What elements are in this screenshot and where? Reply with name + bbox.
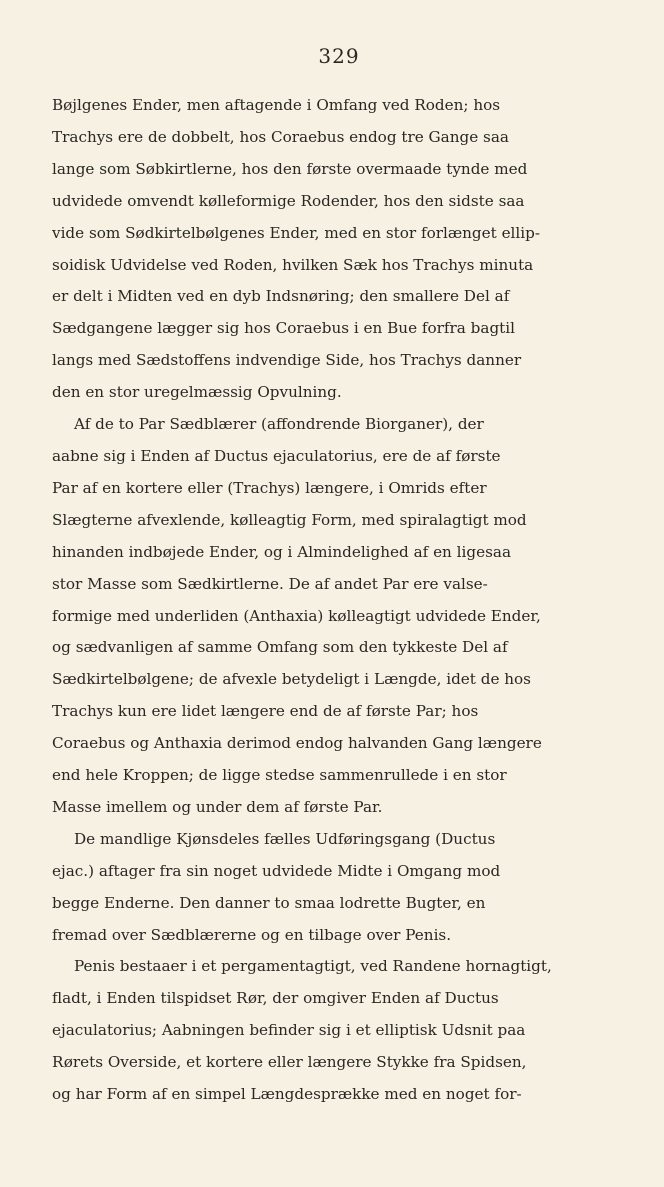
- text-line: lange som Søbkirtlerne, hos den første overmaade tynde med: [52, 159, 528, 178]
- paragraph: [52, 951, 626, 1111]
- page-number: 329: [318, 44, 360, 68]
- text-line: den en stor uregelmæssig Opvulning.: [52, 383, 342, 402]
- text-line: Af de to Par Sædblærer (affondrende Biorganer), der: [74, 415, 484, 434]
- text-line: ejac.) aftager fra sin noget udvidede Midte i Omgang mod: [52, 861, 501, 880]
- text-line: er delt i Midten ved en dyb Indsnøring; den smallere Del af: [52, 287, 510, 306]
- text-line: Trachys ere de dobbelt, hos Coraebus endog tre Gange saa: [52, 127, 509, 146]
- text-line: fladt, i Enden tilspidset Rør, der omgiver Enden af Ductus: [52, 989, 499, 1008]
- text-line: Par af en kortere eller (Trachys) længere, i Omrids efter: [52, 478, 487, 497]
- text-line: stor Masse som Sædkirtlerne. De af andet Par ere valse-: [52, 574, 488, 593]
- text-line: udvidede omvendt kølleformige Rodender, hos den sidste saa: [52, 191, 525, 210]
- text-line: end hele Kroppen; de ligge stedse sammenrullede i en stor: [52, 766, 507, 785]
- text-line: fremad over Sædblærerne og en tilbage over Penis.: [52, 925, 452, 944]
- text-line: vide som Sødkirtelbølgenes Ender, med en stor forlænget ellip-: [52, 223, 540, 242]
- paragraph: [52, 409, 626, 824]
- text-line: ejaculatorius; Aabningen befinder sig i et elliptisk Udsnit paa: [52, 1021, 526, 1040]
- text-line: Bøjlgenes Ender, men aftagende i Omfang ved Roden; hos: [52, 96, 501, 114]
- text-line: Penis bestaaer i et pergamentagtigt, ved Randene hornagtigt,: [74, 957, 552, 976]
- text-line: aabne sig i Enden af Ductus ejaculatorius, ere de af første: [52, 446, 501, 465]
- text-line: Sædgangene lægger sig hos Coraebus i en Bue forfra bagtil: [52, 319, 516, 338]
- text-line: Masse imellem og under dem af første Par.: [52, 797, 383, 816]
- text-line: og har Form af en simpel Længdesprække med en noget for-: [52, 1085, 522, 1104]
- text-line: og sædvanligen af samme Omfang som den tykkeste Del af: [52, 638, 508, 657]
- text-line: Slægterne afvexlende, kølleagtig Form, med spiralagtigt mod: [52, 510, 527, 529]
- text-line: Coraebus og Anthaxia derimod endog halvanden Gang længere: [52, 734, 542, 753]
- body-text: [52, 90, 626, 1111]
- paragraph: [52, 824, 626, 952]
- text-line: formige med underliden (Anthaxia) kølleagtigt udvidede Ender,: [52, 606, 541, 625]
- text-line: Trachys kun ere lidet længere end de af første Par; hos: [52, 702, 479, 721]
- paragraph: [52, 90, 626, 409]
- text-line: De mandlige Kjønsdeles fælles Udføringsgang (Ductus: [74, 829, 496, 848]
- text-line: begge Enderne. Den danner to smaa lodrette Bugter, en: [52, 893, 486, 912]
- text-line: hinanden indbøjede Ender, og i Almindelighed af en ligesaa: [52, 542, 511, 561]
- text-line: langs med Sædstoffens indvendige Side, hos Trachys danner: [52, 351, 522, 370]
- text-line: Rørets Overside, et kortere eller længere Stykke fra Spidsen,: [52, 1053, 527, 1072]
- text-line: soidisk Udvidelse ved Roden, hvilken Sæk hos Trachys minuta: [52, 255, 534, 274]
- text-line: Sædkirtelbølgene; de afvexle betydeligt i Længde, idet de hos: [52, 670, 531, 689]
